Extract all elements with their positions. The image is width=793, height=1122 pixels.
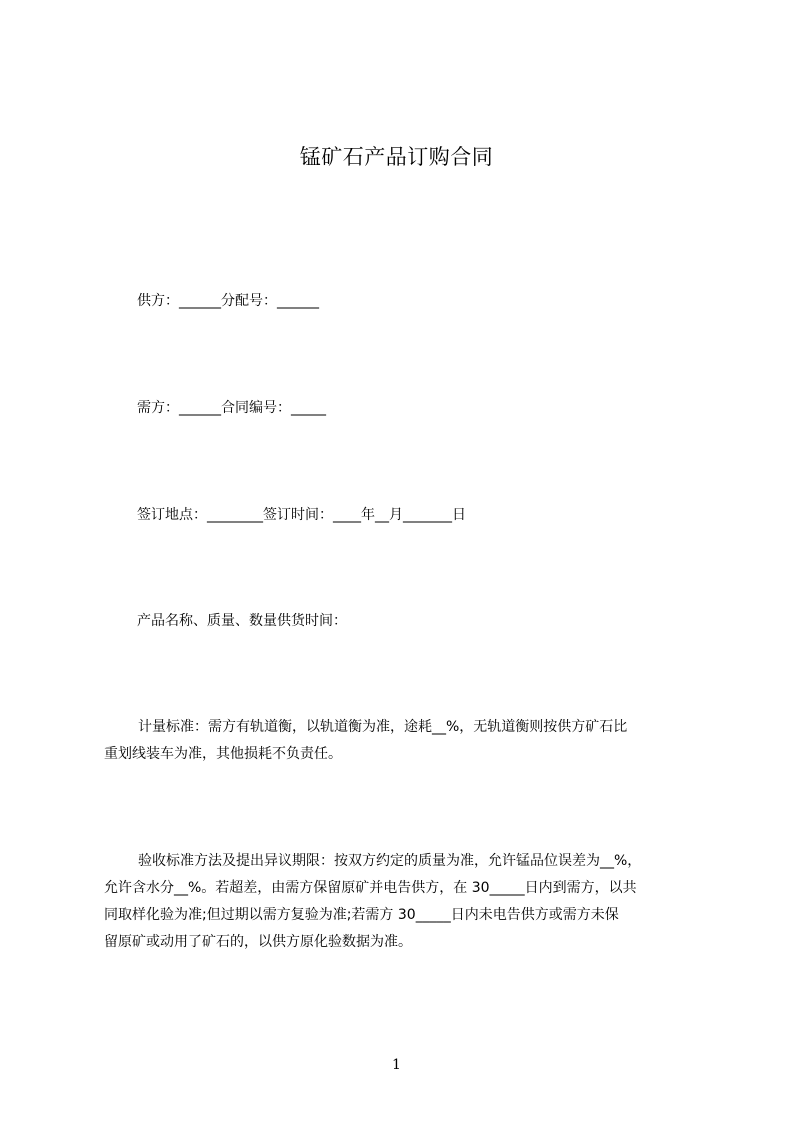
acceptance-line-1: 验收标准方法及提出异议期限：按双方约定的质量为准，允许锰品位误差为__%， bbox=[138, 853, 642, 869]
document-title: 锰矿石产品订购合同 bbox=[299, 145, 494, 169]
products-heading: 产品名称、质量、数量供货时间： bbox=[137, 613, 347, 629]
signing-line: 签订地点：________签订时间：____年__月_______日 bbox=[137, 507, 466, 523]
measurement-line-2: 重划线装车为准，其他损耗不负责任。 bbox=[104, 746, 342, 762]
supplier-line: 供方：______分配号：______ bbox=[137, 293, 319, 309]
page-number: 1 bbox=[392, 1057, 401, 1073]
measurement-paragraph bbox=[104, 714, 700, 768]
acceptance-line-4: 留原矿或动用了矿石的，以供方原化验数据为准。 bbox=[104, 934, 412, 950]
measurement-line-1: 计量标准：需方有轨道衡，以轨道衡为准，途耗__%，无轨道衡则按供方矿石比 bbox=[138, 719, 628, 735]
acceptance-paragraph bbox=[104, 848, 700, 956]
acceptance-line-3: 同取样化验为准;但过期以需方复验为准;若需方 30_____日内未电告供方或需方未保 bbox=[104, 907, 619, 923]
buyer-line: 需方：______合同编号：_____ bbox=[137, 400, 326, 416]
acceptance-line-2: 允许含水分__%。若超差，由需方保留原矿并电告供方，在 30_____日内到需方，以共 bbox=[104, 880, 637, 896]
